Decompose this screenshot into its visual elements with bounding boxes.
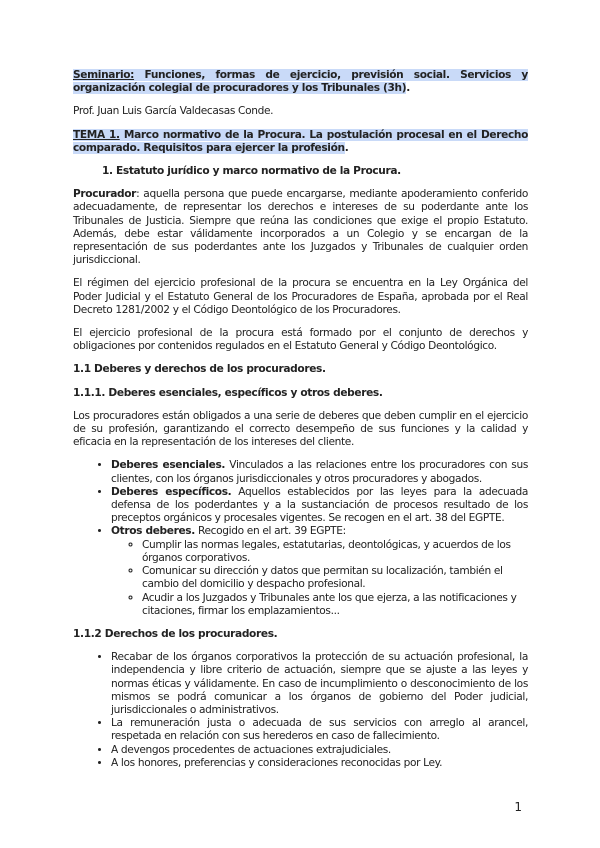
tema-label: TEMA 1. (73, 128, 120, 141)
procurador-definition (73, 188, 528, 267)
seminario-heading (73, 69, 528, 95)
deber-term: Deberes esenciales. (111, 459, 226, 472)
deber-text: Recogido en el art. 39 EGPTE: (194, 525, 346, 538)
subsection-1-1-1-title: 1.1.1. Deberes esenciales, específicos y otros deberes. (73, 386, 383, 399)
deberes-list (73, 459, 528, 617)
derechos-list (73, 651, 528, 770)
tema-end: . (344, 141, 349, 154)
deber-text: Aquellos establecidos por las leyes para la adecuada defensa de los poderdantes y a la sustanciación de procesos resultado de los preceptos orgánicos y procesales vigentes. Se recogen en el art. 38 del EGPTE. (111, 485, 528, 525)
deber-term: Deberes específicos. (111, 485, 232, 498)
seminario-label: Seminario: (73, 69, 135, 81)
tema-highlight (73, 129, 528, 154)
list-item: • A devengos procedentes de actuaciones extrajudiciales. (111, 744, 528, 757)
list-item (111, 525, 528, 617)
list-item (111, 486, 528, 526)
procurador-term: Procurador (73, 188, 137, 201)
section-1-title: 1. Estatuto jurídico y marco normativo de la Procura. (116, 165, 528, 178)
list-item (111, 459, 528, 485)
list-item: ◦ Cumplir las normas legales, estatutarias, deontológicas, y acuerdos de los órganos corporativos. (142, 539, 528, 565)
deber-term: Otros deberes. (111, 525, 195, 538)
seminario-end: . (406, 82, 410, 95)
otros-deberes-list (111, 539, 528, 618)
professor-line: Prof. Juan Luis García Valdecasas Conde. (73, 105, 274, 118)
list-item: • La remuneración justa o adecuada de sus servicios con arreglo al arancel, respetada en relación con sus herederos en caso de fallecimiento. (111, 717, 528, 743)
regimen-paragraph: El régimen del ejercicio profesional de la procura se encuentra en la Ley Orgánica del Poder Judicial y el Estatuto General de los Procuradores de España, aprobada por el Real Decreto 1281/2002 y el Código Deontológico de los Procuradores. (73, 277, 528, 316)
list-item: • A los honores, preferencias y consideraciones reconocidas por Ley. (111, 757, 528, 770)
section-list (73, 165, 528, 178)
procurador-text: : aquella persona que puede encargarse, mediante apoderamiento conferido adecuadamente, de representar los derechos e intereses de su poderdante ante los Tribunales de Justicia. Siempre que reúna las condiciones que exige el propio Estatuto. Además, debe estar válidamente incorporados a un Colegio y se encargan de la representación de sus poderdantes ante los Juzgados y Tribunales de cualquier orden jurisdiccional. (73, 188, 528, 267)
page-number: 1 (514, 800, 522, 814)
seminario-highlight (73, 69, 528, 94)
seminario-text: Funciones, formas de ejercicio, previsión social. Servicios y organización colegial de procuradores y los Tribunales (3h) (73, 69, 528, 95)
tema-heading (73, 129, 528, 155)
subsection-1-1-2-title: 1.1.2 Derechos de los procuradores. (73, 627, 278, 640)
ejercicio-paragraph: El ejercicio profesional de la procura está formado por el conjunto de derechos y obligaciones por contenidos regulados en el Estatuto General y Código Deontológico. (73, 327, 528, 353)
list-item: ◦ Comunicar su dirección y datos que permitan su localización, también el cambio del domicilio y despacho profesional. (142, 565, 528, 591)
list-item: ◦ Acudir a los Juzgados y Tribunales ante los que ejerza, a las notificaciones y citaciones, firmar los emplazamientos... (142, 592, 528, 618)
list-item: • Recabar de los órganos corporativos la protección de su actuación profesional, la independencia y libre criterio de actuación, siempre que se ajuste a las leyes y normas éticas y válidamente. En caso de incumplimiento o desconocimiento de los mismos se podrá comunicar a los órganos de gobierno del Poder judicial, jurisdiccionales o administrativos. (111, 651, 528, 717)
deberes-intro: Los procuradores están obligados a una serie de deberes que deben cumplir en el ejercicio de su profesión, garantizando el correcto desempeño de sus funciones y la calidad y eficacia en la representación de los intereses del cliente. (73, 409, 528, 449)
document-body (73, 69, 528, 780)
subsection-1-1-title: 1.1 Deberes y derechos de los procuradores. (73, 363, 326, 376)
deber-text: Vinculados a las relaciones entre los procuradores con sus clientes, con los órganos jurisdiccionales y otros procuradores y abogados. (111, 459, 528, 485)
tema-text: Marco normativo de la Procura. La postulación procesal en el Derecho comparado. Requisitos para ejercer la profesión (73, 128, 529, 154)
